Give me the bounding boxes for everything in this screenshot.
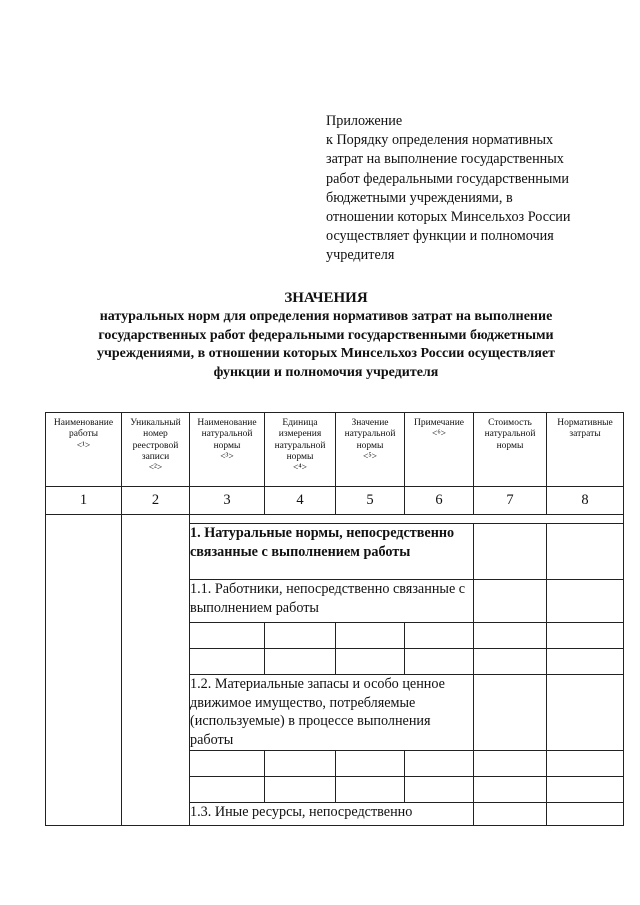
title-main: ЗНАЧЕНИЯ xyxy=(284,290,368,306)
column-number: 7 xyxy=(474,487,547,515)
header-line: Наименование xyxy=(197,418,257,428)
column-number: 3 xyxy=(190,487,265,515)
header-line: <¹> xyxy=(76,440,91,451)
header-line: Наименование xyxy=(53,418,114,428)
header-line: Уникальный xyxy=(130,418,181,428)
header-line: <⁴> xyxy=(292,463,308,474)
column-number: 4 xyxy=(265,487,336,515)
header-cell xyxy=(547,413,624,487)
table-cell xyxy=(265,623,336,649)
table-cell xyxy=(474,803,547,826)
header-line: натуральной xyxy=(201,429,253,440)
title-line: функции и полномочия учредителя xyxy=(213,365,439,381)
table-cell xyxy=(336,751,405,777)
appendix-line: Приложение xyxy=(326,113,403,129)
header-line: нормы xyxy=(496,440,524,451)
table-cell xyxy=(474,649,547,675)
section-heading-1-3: 1.3. Иные ресурсы, непосредственно xyxy=(190,803,474,826)
document-title xyxy=(40,289,612,383)
column-number: 5 xyxy=(336,487,405,515)
table-cell xyxy=(405,777,474,803)
header-line: затраты xyxy=(569,429,601,440)
section-heading-1: 1. Натуральные нормы, непосредственно связанные с выполнением работы xyxy=(190,524,474,580)
table-cell xyxy=(336,777,405,803)
spacer-cell xyxy=(190,515,624,524)
table-cell xyxy=(474,777,547,803)
table-cell xyxy=(474,524,547,580)
table-cell xyxy=(474,751,547,777)
table-cell xyxy=(336,649,405,675)
table-cell xyxy=(547,623,624,649)
section-heading-1-1: 1.1. Работники, непосредственно связанные с выполнением работы xyxy=(190,580,474,623)
header-line: Значение xyxy=(351,418,389,428)
appendix-block xyxy=(326,112,626,266)
header-cell xyxy=(474,413,547,487)
header-line: <³> xyxy=(220,451,234,462)
header-line: измерения xyxy=(278,429,322,440)
header-line: нормы xyxy=(213,440,241,451)
header-line: <⁶> xyxy=(431,429,447,440)
column-number: 1 xyxy=(46,487,122,515)
header-line: Стоимость xyxy=(488,418,532,428)
appendix-line: учредителя xyxy=(326,247,395,264)
header-line: реестровой xyxy=(132,440,179,451)
header-cell xyxy=(190,413,265,487)
table-cell xyxy=(265,777,336,803)
title-subtitle xyxy=(40,308,612,383)
table-cell xyxy=(547,803,624,826)
header-line: нормы xyxy=(356,440,384,451)
column-number: 6 xyxy=(405,487,474,515)
table-cell xyxy=(547,751,624,777)
column-number: 8 xyxy=(547,487,624,515)
table-cell xyxy=(547,675,624,751)
table-cell xyxy=(190,751,265,777)
header-line: нормы xyxy=(286,451,314,462)
header-cell xyxy=(336,413,405,487)
header-line: натуральной xyxy=(274,440,326,451)
column-number: 2 xyxy=(122,487,190,515)
header-line: натуральной xyxy=(484,429,536,440)
table-cell xyxy=(190,649,265,675)
table-cell xyxy=(547,524,624,580)
table-cell xyxy=(190,623,265,649)
header-line: номер xyxy=(143,429,168,440)
appendix-line: бюджетными учреждениями, в xyxy=(326,189,513,206)
header-line: Единица xyxy=(282,418,318,428)
table-cell xyxy=(547,580,624,623)
table-cell xyxy=(405,649,474,675)
norms-table xyxy=(45,412,624,826)
table-header-row xyxy=(46,413,624,487)
title-line: учреждениями, в отношении которых Минсельхоз России осуществляет xyxy=(96,346,556,362)
appendix-line: работ федеральными государственными xyxy=(326,170,569,187)
table-cell xyxy=(474,580,547,623)
header-cell xyxy=(122,413,190,487)
header-line: записи xyxy=(141,451,170,462)
table-cell xyxy=(474,675,547,751)
work-name-cell xyxy=(46,515,122,826)
table-cell xyxy=(336,623,405,649)
column-number-row xyxy=(46,487,624,515)
table-cell xyxy=(474,623,547,649)
appendix-line: затрат на выполнение государственных xyxy=(326,151,564,168)
appendix-line: к Порядку определения нормативных xyxy=(326,132,554,149)
header-line: Нормативные xyxy=(557,418,613,428)
table-cell xyxy=(547,649,624,675)
table-cell xyxy=(547,777,624,803)
table-cell xyxy=(190,777,265,803)
header-cell xyxy=(265,413,336,487)
table-cell xyxy=(265,751,336,777)
header-line: натуральной xyxy=(344,429,396,440)
appendix-line: отношении которых Минсельхоз России xyxy=(326,209,571,226)
header-cell xyxy=(405,413,474,487)
header-line: работы xyxy=(69,429,98,440)
header-line: <²> xyxy=(148,463,163,474)
header-line: Примечание xyxy=(413,418,465,428)
table-row xyxy=(46,515,624,524)
header-line: <⁵> xyxy=(362,451,378,462)
header-cell xyxy=(46,413,122,487)
table-cell xyxy=(265,649,336,675)
table-cell xyxy=(405,751,474,777)
registry-number-cell xyxy=(122,515,190,826)
title-line: натуральных норм для определения нормативов затрат на выполнение xyxy=(99,309,553,324)
section-heading-1-2: 1.2. Материальные запасы и особо ценное движимое имущество, потребляемые (используемые) в процессе выполнения работы xyxy=(190,675,474,751)
table-cell xyxy=(405,623,474,649)
appendix-line: осуществляет функции и полномочия xyxy=(326,228,554,245)
title-line: государственных работ федеральными государственными бюджетными xyxy=(98,327,554,343)
